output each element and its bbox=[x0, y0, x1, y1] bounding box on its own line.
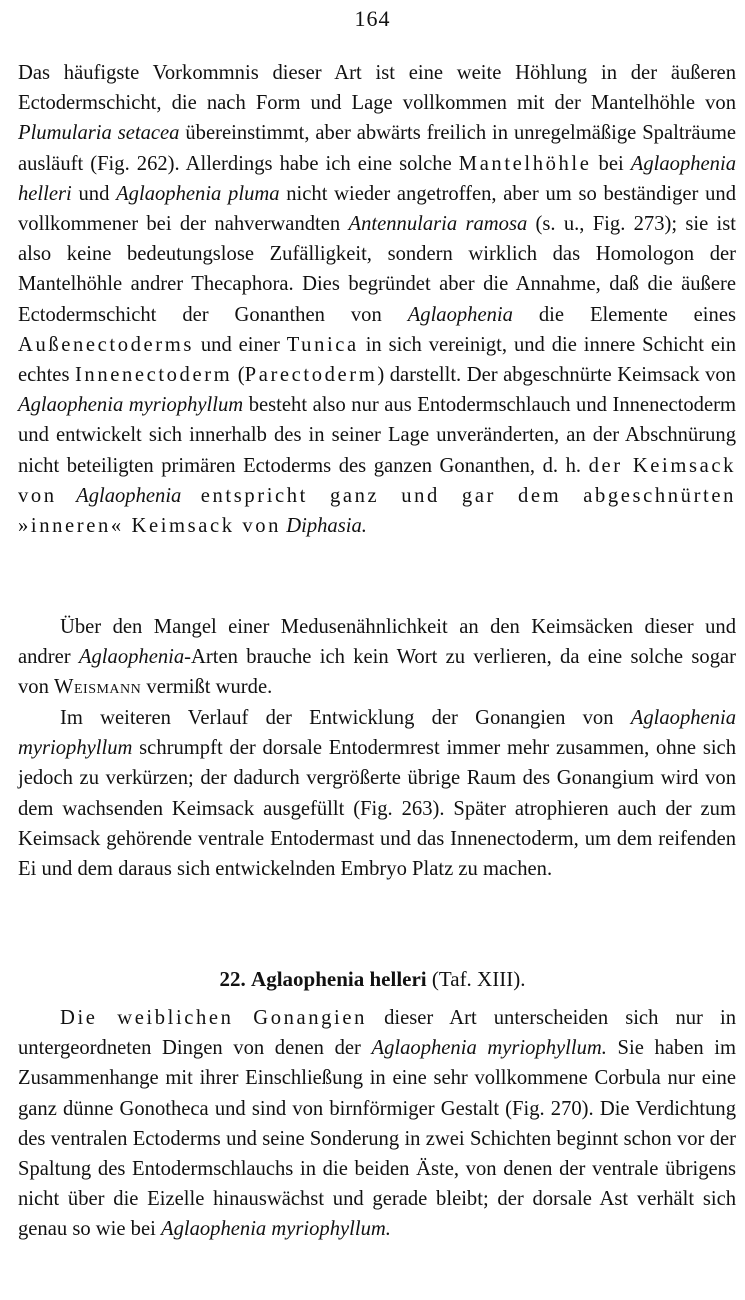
text-run: Im weiteren Verlauf der Entwicklung der Gonangien von bbox=[60, 707, 631, 729]
species-name: Aglaophenia myriophyllum bbox=[18, 707, 736, 760]
spaced-term: Außenectoderms bbox=[18, 333, 194, 356]
section-heading bbox=[0, 964, 745, 994]
species-name: Antennularia ramosa bbox=[348, 213, 528, 236]
text-run: schrumpft der dorsale Entodermrest immer mehr zusammen, ohne sich jedoch zu verkürzen; der dadurch vergrößerte übrige Raum des Gonangium wird von dem wachsenden Keimsack ausgefüllt (Fig. 263). Später atrophieren auch der zum Keimsack gehörende ventrale Entodermast und das Innenectoderm, um dem reifenden Ei und dem daraus sich entwickelnden Embryo Platz zu machen. bbox=[18, 737, 736, 881]
text-run: übereinstimmt, aber abwärts freilich in unregelmäßige Spalträume ausläuft (Fig. 262). Allerdings habe ich eine solche bbox=[18, 122, 737, 175]
text-run: Das häufigste Vorkommnis dieser Art ist eine weite Höhlung in der äußeren Ectodermschicht, die nach Form und Lage vollkommen mit der Mantelhöhle von bbox=[18, 62, 736, 115]
spaced-term: Tunica bbox=[286, 333, 359, 356]
paragraph-mantelhoehle bbox=[18, 58, 736, 541]
paragraph-weibliche-gonangien bbox=[18, 1003, 736, 1245]
text-run: nicht wieder angetroffen, aber um so beständiger und vollkommener bei der nahverwandten bbox=[18, 182, 737, 236]
text-run: in sich vereinigt, und die innere Schicht ein echtes bbox=[18, 333, 737, 387]
page-number: 164 bbox=[354, 6, 391, 31]
species-name: Aglaophenia myriophyllum. bbox=[160, 1218, 391, 1241]
species-name: Diphasia. bbox=[286, 515, 367, 538]
spaced-term: der Keimsack von bbox=[18, 454, 736, 507]
spaced-term: Parectoderm bbox=[244, 364, 378, 387]
text-run bbox=[57, 485, 76, 507]
plate-reference: (Taf. XIII). bbox=[431, 967, 526, 991]
text-run: (s. u., Fig. 273); sie ist also keine bedeutungslose Zufälligkeit, sondern wirklich das Homologon der Mantelhöhle andrer Thecaphora. Dies begründet aber die Annahme, daß die äußere Ectodermschicht der Gonanthen von bbox=[18, 213, 737, 326]
species-name: Aglaophenia pluma bbox=[116, 182, 280, 205]
paragraph-entwicklung bbox=[18, 703, 736, 884]
text-run: ( bbox=[232, 364, 245, 387]
text-run bbox=[181, 485, 200, 507]
spaced-term: Innenectoderm bbox=[74, 364, 233, 387]
section-title: Aglaophenia helleri bbox=[251, 967, 427, 991]
species-name: Aglaophenia bbox=[76, 484, 182, 507]
author-name: Weismann bbox=[54, 676, 142, 699]
species-name: Aglaophenia bbox=[78, 646, 185, 669]
text-run: Sie haben im Zusammenhange mit ihrer Einschließung in eine sehr vollkommene Corbula nur eine ganz dünne Gonotheca und sind von birnförmiger Gestalt (Fig. 270). Die Verdichtung des ventralen Ectoderms und seine Sonderung in zwei Schichten beginnt schon vor der Spaltung des Entodermschlauchs in die beiden Äste, von denen der ventrale übrigens nicht über die Eizelle hinauswächst und gerade bleibt; der dorsale Ast verhält sich genau so wie bei bbox=[18, 1037, 736, 1241]
text-run: besteht also nur aus Entodermschlauch und Innenectoderm und entwickelt sich innerhalb des in seiner Lage unveränderten, an der Abschnürung nicht beteiligten primären Ectoderms des ganzen Gonanthen, d. h. bbox=[18, 394, 736, 477]
paragraph-medusenaehnlichkeit bbox=[18, 612, 736, 703]
text-run: -Arten brauche ich kein Wort zu verlieren, da eine solche sogar von bbox=[18, 646, 736, 699]
species-name: Aglaophenia helleri bbox=[18, 152, 736, 205]
species-name: Aglaophenia bbox=[407, 303, 513, 326]
text-run: Über den Mangel einer Medusenähnlichkeit an den Keimsäcken dieser und andrer bbox=[18, 616, 736, 669]
section-number: 22. bbox=[219, 967, 246, 991]
text-run: und bbox=[71, 182, 117, 205]
text-run: bei bbox=[591, 152, 631, 175]
text-run: dieser Art unterscheiden sich nur in untergeordneten Dingen von denen der bbox=[18, 1007, 736, 1060]
text-run: ) darstellt. Der abgeschnürte Keimsack von bbox=[377, 364, 736, 387]
spaced-term: Mantelhöhle bbox=[458, 152, 592, 175]
species-name: Aglaophenia myriophyllum bbox=[18, 394, 244, 417]
species-name: Aglaophenia myriophyllum. bbox=[371, 1037, 607, 1060]
text-run: die Elemente eines bbox=[512, 303, 736, 326]
species-name: Plumularia setacea bbox=[18, 122, 180, 145]
spaced-term: entspricht ganz und gar dem abgeschnürten »inneren« Keimsack von bbox=[18, 484, 736, 538]
spaced-term: Die weiblichen Gonangien bbox=[60, 1007, 368, 1029]
text-run: und einer bbox=[193, 333, 287, 356]
text-run: vermißt wurde. bbox=[141, 676, 273, 699]
